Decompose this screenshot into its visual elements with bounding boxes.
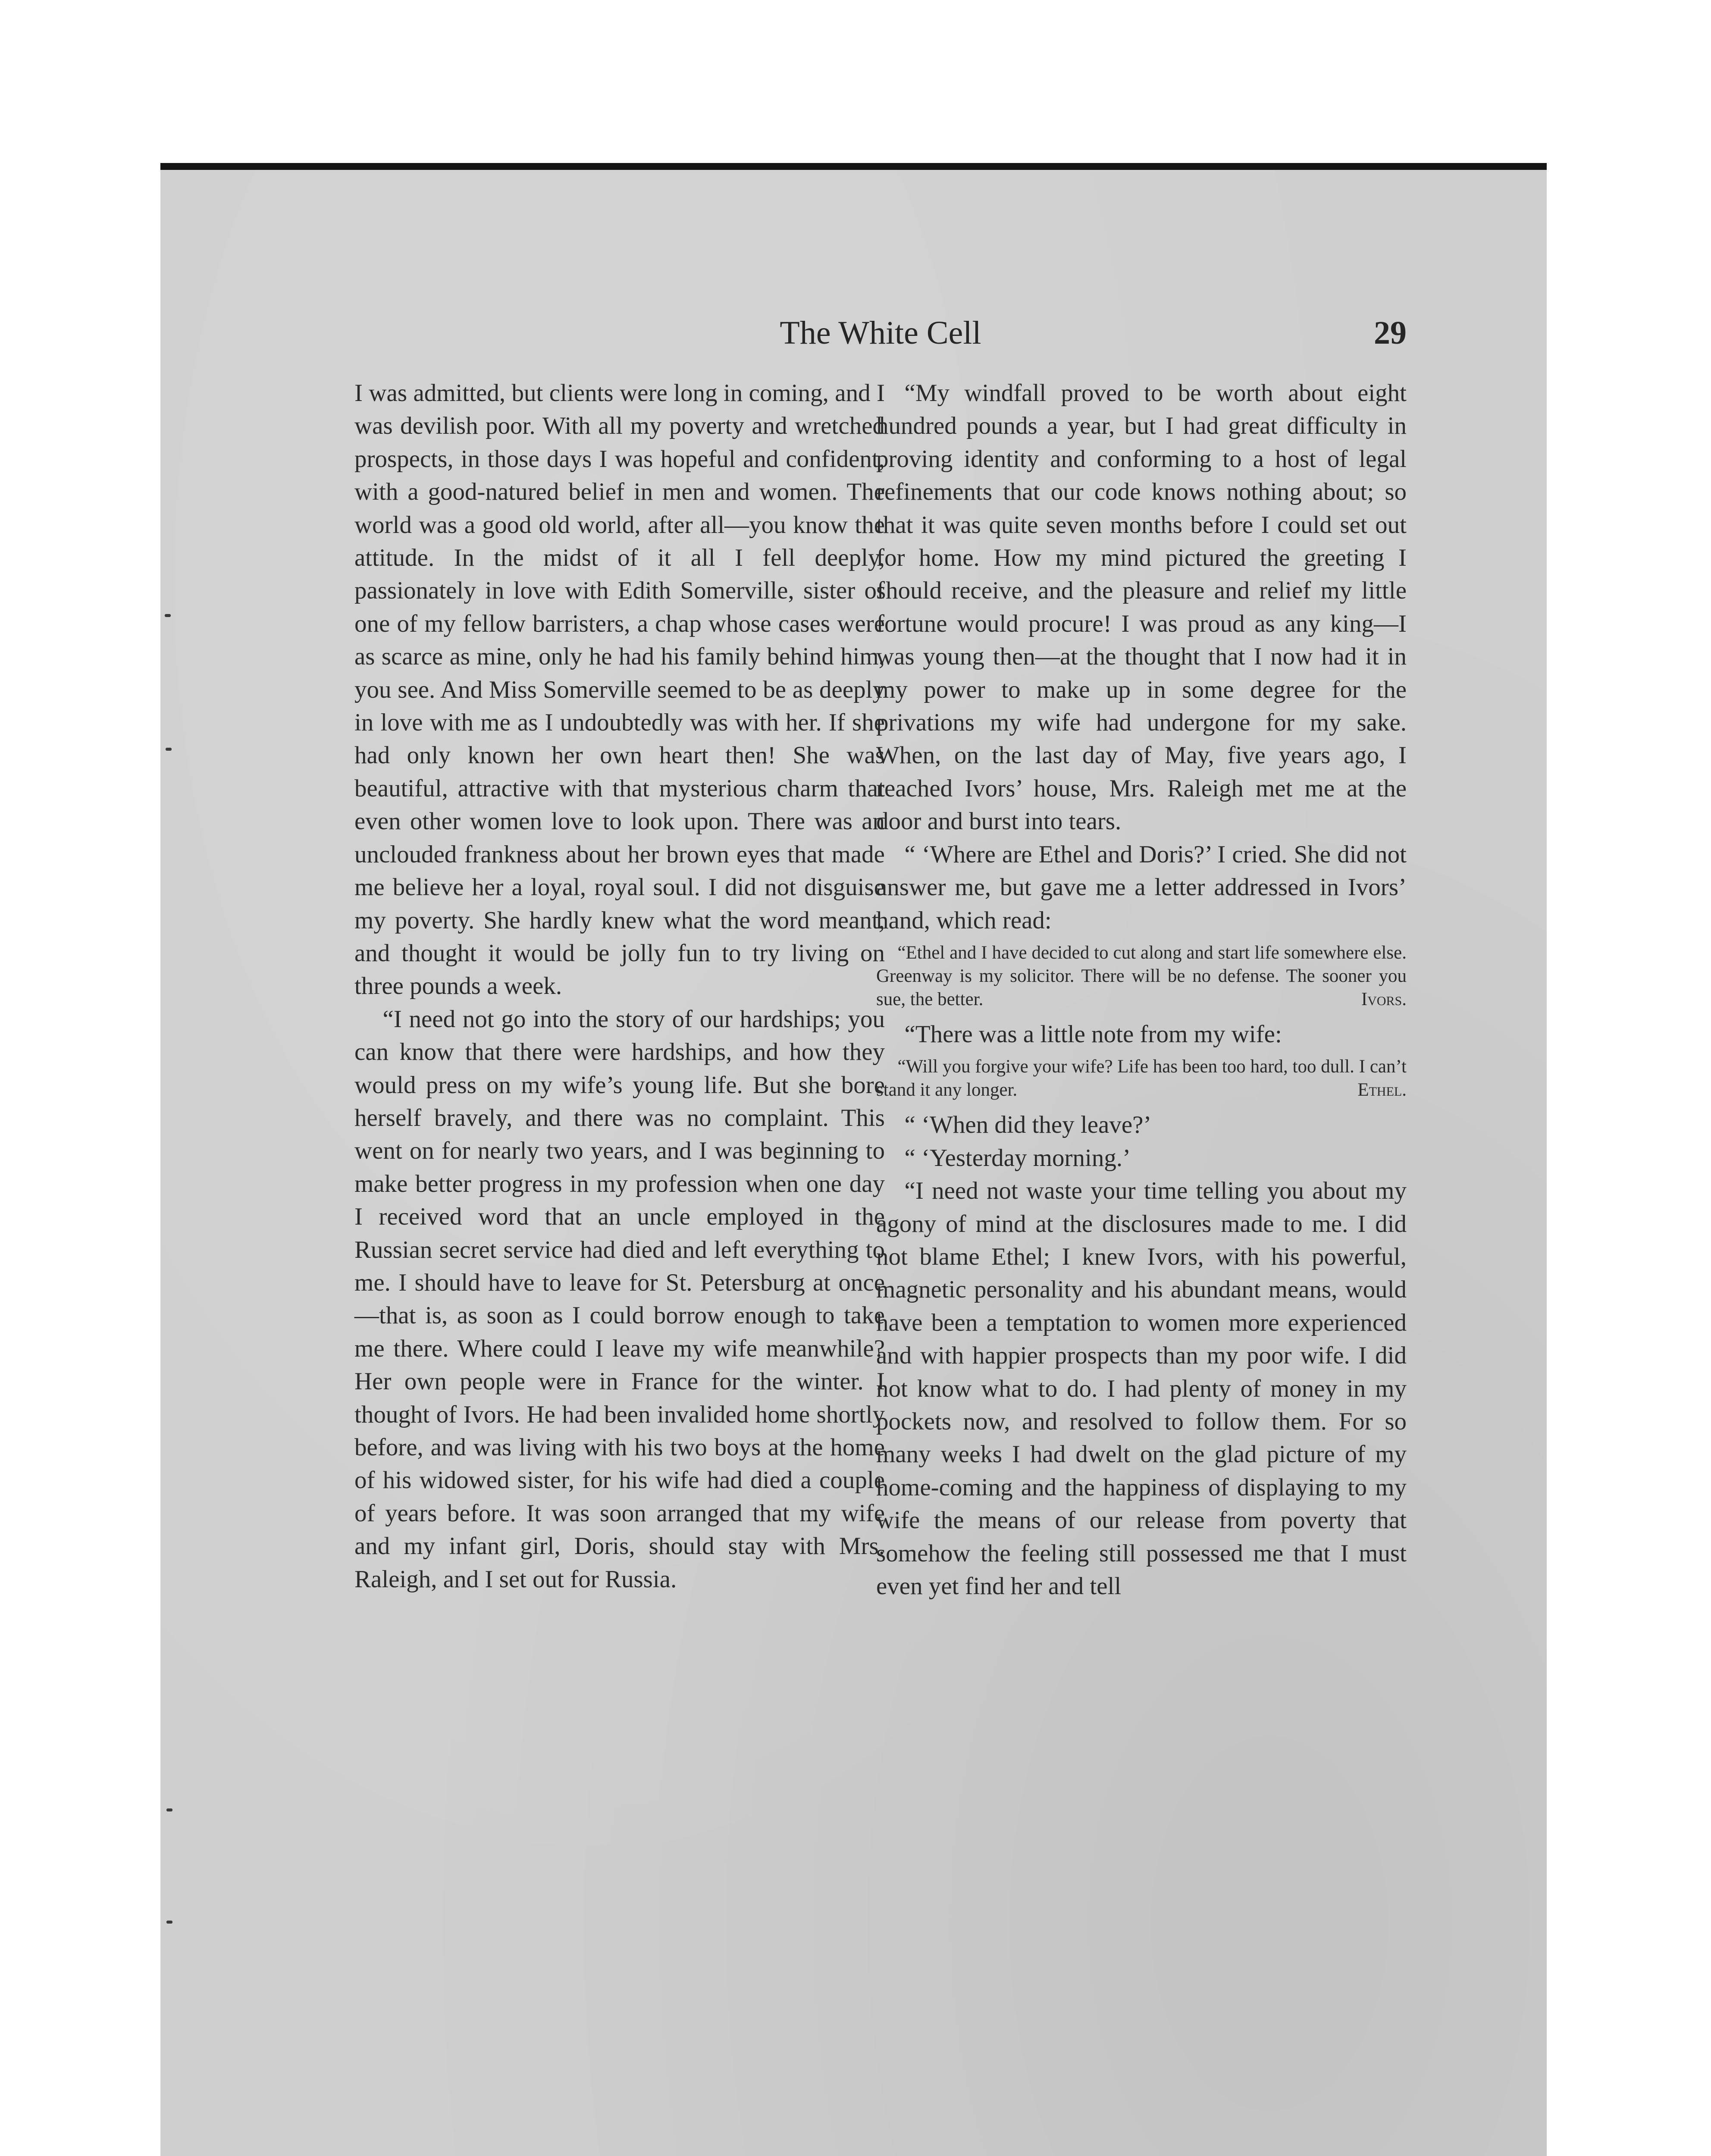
paragraph: “ ‘Yesterday morning.’ bbox=[904, 1144, 1131, 1172]
page-header bbox=[354, 314, 1407, 366]
left-column bbox=[354, 377, 885, 1596]
binding-mark bbox=[166, 1808, 172, 1811]
running-title: The White Cell bbox=[780, 315, 981, 351]
letter-text: “Will you forgive your wife? Life has been too hard, too dull. I can’t stand it any longer. bbox=[876, 1056, 1407, 1100]
binding-mark bbox=[166, 748, 172, 751]
binding-mark bbox=[166, 1921, 172, 1924]
letter-text: “Ethel and I have decided to cut along and start life somewhere else. Greenway is my solicitor. There will be no defense. The sooner you sue, the better. bbox=[876, 942, 1407, 1009]
paragraph: “ ‘When did they leave?’ bbox=[904, 1111, 1152, 1139]
paragraph: “ ‘Where are Ethel and Doris?’ I cried. She did not answer me, but gave me a letter addressed in Ivors’ hand, which read: bbox=[876, 840, 1407, 934]
right-column bbox=[876, 377, 1407, 1603]
paragraph: “There was a little note from my wife: bbox=[904, 1020, 1282, 1048]
paragraph: “My windfall proved to be worth about eight hundred pounds a year, but I had great difficulty in proving identity and conforming to a host of legal refinements that our code knows nothing about; so that it was quite seven months before I could set out for home. How my mind pictured the greeting I should receive, and the pleasure and relief my little fortune would procure! I was proud as any king—I was young then—at the thought that I now had it in my power to make up in some degree for the privations my wife had undergone for my sake. When, on the last day of May, five years ago, I reached Ivors’ house, Mrs. Raleigh met me at the door and burst into tears. bbox=[876, 379, 1407, 835]
paragraph: “I need not go into the story of our hardships; you can know that there were hardships, and how they would press on my wife’s young life. But she bore herself bravely, and there was no complaint. This went on for nearly two years, and I was beginning to make better progress in my profession when one day I received word that an uncle employed in the Russian secret service had died and left everything to me. I should have to leave for St. Petersburg at once—that is, as soon as I could borrow enough to take me there. Where could I leave my wife meanwhile? Her own people were in France for the winter. I thought of Ivors. He had been invalided home shortly before, and was living with his two boys at the home of his widowed sister, for his wife had died a couple of years before. It was soon arranged that my wife and my infant girl, Doris, should stay with Mrs. Raleigh, and I set out for Russia. bbox=[354, 1005, 885, 1593]
quoted-letter-ethel bbox=[876, 1055, 1407, 1102]
page-number: 29 bbox=[1374, 315, 1407, 351]
quoted-letter-ivors bbox=[876, 941, 1407, 1011]
binding-mark bbox=[165, 614, 171, 617]
letter-signature: Ivors. bbox=[1361, 989, 1407, 1009]
paragraph: I was admitted, but clients were long in coming, and I was devilish poor. With all my poverty and wretched prospects, in those days I was hopeful and confident, with a good-natured belief in men and women. The world was a good old world, after all—you know the attitude. In the midst of it all I fell deeply, passionately in love with Edith Somerville, sister of one of my fellow barristers, a chap whose cases were as scarce as mine, only he had his family behind him, you see. And Miss Somerville seemed to be as deeply in love with me as I undoubtedly was with her. If she had only known her own heart then! She was beautiful, attractive with that mysterious charm that even other women love to look upon. There was an unclouded frankness about her brown eyes that made me believe her a loyal, royal soul. I did not disguise my poverty. She hardly knew what the word meant, and thought it would be jolly fun to try living on three pounds a week. bbox=[354, 379, 885, 1000]
book-page bbox=[160, 163, 1547, 2156]
letter-signature: Ethel. bbox=[1357, 1080, 1407, 1100]
paragraph: “I need not waste your time telling you about my agony of mind at the disclosures made to me. I did not blame Ethel; I knew Ivors, with his powerful, magnetic personality and his abundant means, would have been a temptation to women more experienced and with happier prospects than my poor wife. I did not know what to do. I had plenty of money in my pockets now, and resolved to follow them. For so many weeks I had dwelt on the glad picture of my home-coming and the happiness of displaying to my wife the means of our release from poverty that somehow the feeling still possessed me that I must even yet find her and tell bbox=[876, 1177, 1407, 1600]
